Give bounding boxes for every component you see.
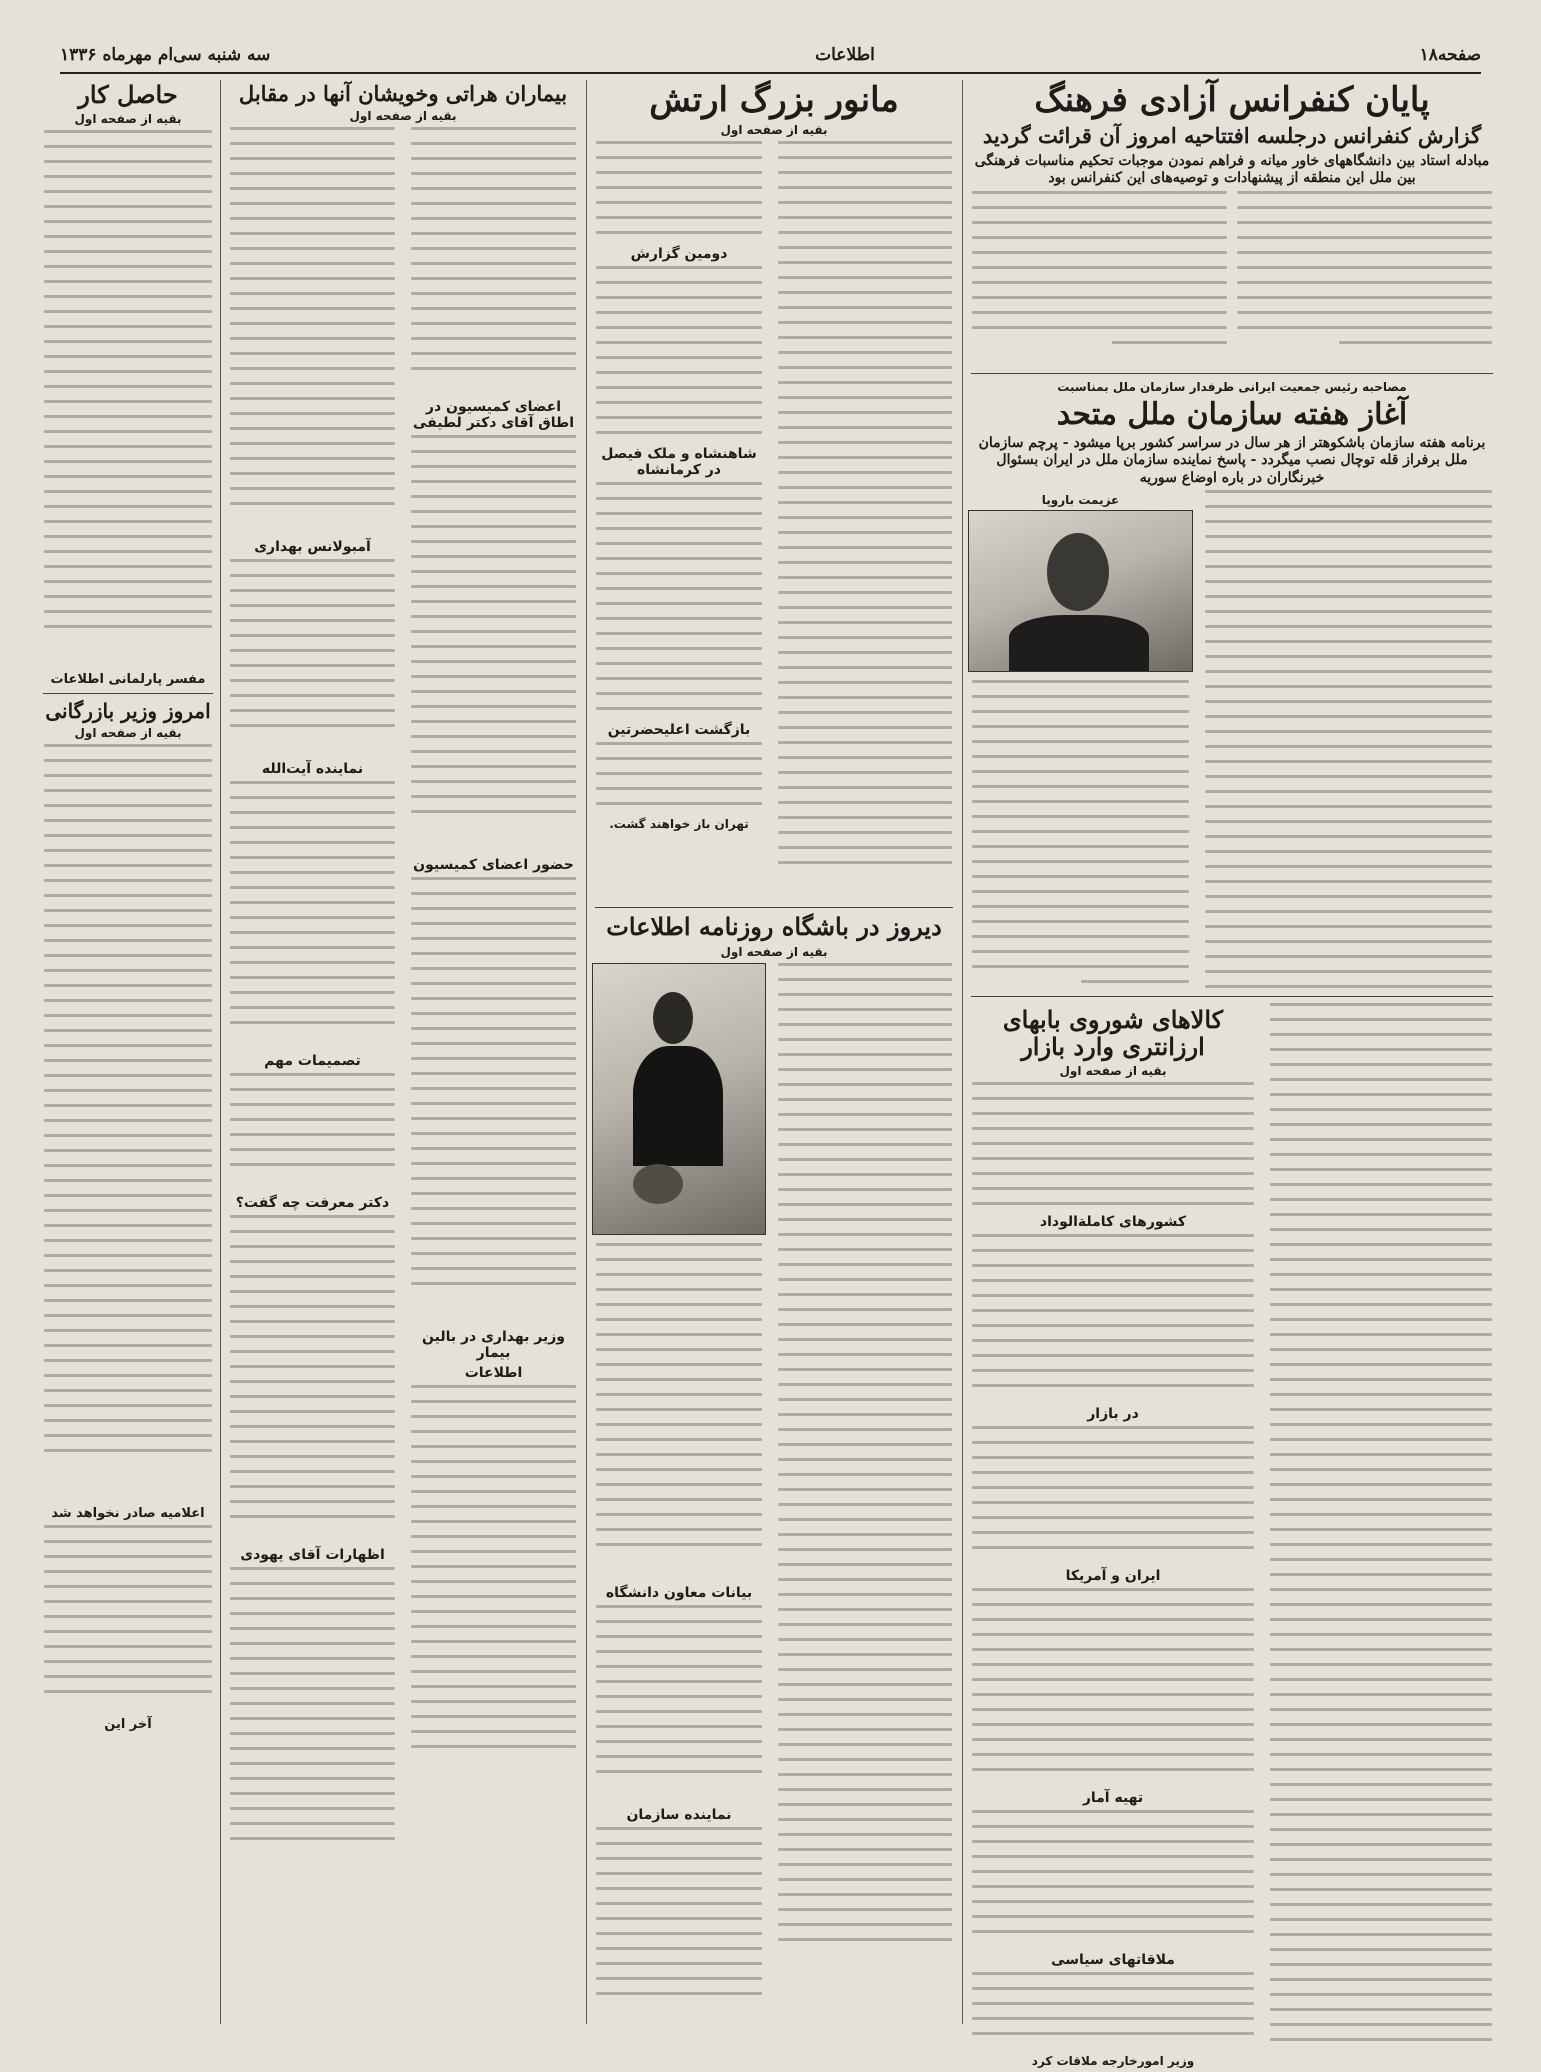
un-week-body <box>968 490 1496 990</box>
column-herati-patients <box>226 78 580 2026</box>
column-culture-conference <box>968 78 1496 2068</box>
club-kicker: بقیه از صفحه اول <box>720 944 828 959</box>
club-body <box>592 963 956 2027</box>
section-decisions: تصمیمات مهم <box>264 1053 361 1070</box>
headline-newspaper-club: دیروز در باشگاه روزنامه اطلاعات <box>606 912 942 942</box>
herati-kicker: بقیه از صفحه اول <box>349 109 457 124</box>
section-iran-america: ایران و آمریکا <box>1065 1567 1161 1584</box>
section-kermanshah: شاهنشاه و ملک فیصل در کرمانشاه <box>601 446 757 479</box>
subhead-conference: گزارش کنفرانس درجلسه افتتاحیه امروز آن قرائت گردید <box>982 123 1482 149</box>
section-commission-members: حضور اعضای کمیسیون <box>413 857 574 874</box>
soviet-kicker: بقیه از صفحه اول <box>1059 1063 1167 1078</box>
section-doctor-said: دکتر معرفت چه گفت؟ <box>235 1195 390 1212</box>
section-ayatollah-rep: نماینده آیت‌الله <box>261 761 364 778</box>
portrait-photo <box>968 510 1193 672</box>
soviet-block <box>968 1003 1496 2072</box>
column-army-manoeuvre <box>592 78 956 2026</box>
deck-un-week: برنامه هفته سازمان باشکوهتر از هر سال در سراسر کشور برپا میشود - پرچم سازمان ملل برفراز قله توچال نصب میگردد - پاسخ نماینده سازمان ملل در ایران بسئوال خبرنگاران در باره اوضاع سوریه <box>978 434 1486 486</box>
headline-result: حاصل کار <box>78 80 178 109</box>
headline-un-week: آغاز هفته سازمان ملل متحد <box>1056 396 1408 432</box>
photo-caption: عزیمت باروپا <box>1041 493 1120 508</box>
column-rule <box>220 80 221 2024</box>
headline-conference: پایان کنفرانس آزادی فرهنگ <box>1034 80 1430 120</box>
section-jewish-remarks: اظهارات آقای یهودی <box>240 1547 385 1564</box>
army-kicker: بقیه از صفحه اول <box>720 123 828 138</box>
headline-soviet-goods: کالاهای شوروی بابهای ارزانتری وارد بازار <box>1002 1005 1224 1061</box>
section-ambulance: آمبولانس بهداری <box>254 539 371 556</box>
headline-herati: بیماران هراتی وخویشان آنها در مقابل <box>238 81 568 106</box>
section-un-representative: نماینده سازمان <box>626 1806 732 1823</box>
section-market: در بازار <box>1087 1405 1139 1422</box>
section-countries: کشورهای کاملةالوداد <box>1039 1213 1187 1230</box>
article-body-conference <box>968 191 1496 367</box>
section-deputy-remarks: بیانات معاون دانشگاه <box>605 1584 753 1601</box>
paper-name: اطلاعات <box>815 45 875 65</box>
section-end: آخر این <box>104 1717 152 1733</box>
byline-parliament: مفسر پارلمانی اطلاعات <box>50 672 206 688</box>
headline-army: مانور بزرگ ارتش <box>649 80 899 120</box>
result-kicker: بقیه از صفحه اول <box>74 112 182 127</box>
commerce-kicker: بقیه از صفحه اول <box>74 726 182 741</box>
deck-conference: مبادله استاد بین دانشگاههای خاور میانه و فراهم نمودن موجبات تحکیم مناسبات فرهنگی بین ملل این منطقه از پیشنهادات و توصیه‌های این کنفرانس بود <box>974 152 1490 187</box>
column-rule <box>962 80 963 2024</box>
column-result <box>40 78 216 2026</box>
army-body <box>592 141 956 901</box>
section-second-report: دومین گزارش <box>630 246 728 263</box>
herati-body <box>226 127 580 1867</box>
page-number: صفحه۱۸ <box>1419 45 1481 65</box>
club-photo <box>592 963 766 1235</box>
section-minister-visit-2: اطلاعات <box>464 1365 523 1382</box>
return-last-line: تهران باز خواهند گشت. <box>609 817 749 832</box>
section-statistics: تهیه آمار <box>1082 1789 1144 1806</box>
section-return: بازگشت اعلیحضرتین <box>607 722 751 739</box>
issue-date: سه شنبه سی‌ام مهرماه ۱۳۳۶ <box>60 45 271 65</box>
section-minister-visit: وزیر بهداری در بالین بیمار <box>422 1329 565 1362</box>
meetings-last-line: وزیر امورخارجه ملاقات کرد <box>1031 2053 1195 2068</box>
column-rule <box>586 80 587 2024</box>
section-commission-room: اعضای کمیسیون در اطاق آقای دکتر لطیفی <box>412 399 575 432</box>
headline-commerce-minister: امروز وزیر بازرگانی <box>45 699 211 724</box>
masthead <box>60 38 1481 74</box>
section-no-statement: اعلامیه صادر نخواهد شد <box>51 1506 205 1522</box>
section-political-meetings: ملاقاتهای سیاسی <box>1051 1951 1175 1968</box>
un-kicker: مصاحبه رئیس جمعیت ایرانی طرفدار سازمان ملل بمناسبت <box>1057 379 1407 394</box>
